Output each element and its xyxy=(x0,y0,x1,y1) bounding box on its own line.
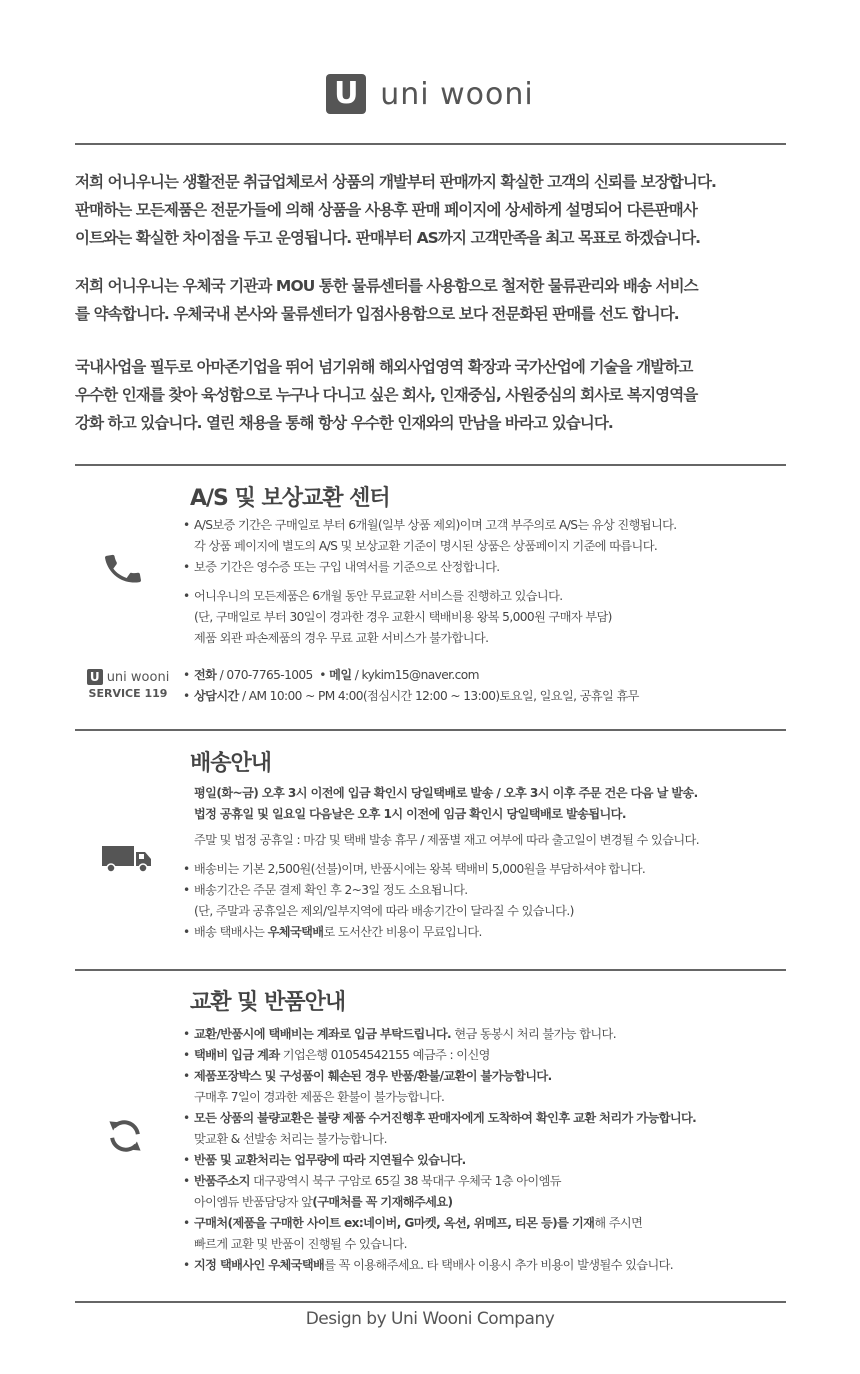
footer-credit: Design by Uni Wooni Company xyxy=(305,1309,555,1329)
hours-text: / AM 10:00 ~ PM 4:00(점심시간 12:00 ~ 13:00)토요일, 일요일, 공휴일 휴무 xyxy=(238,689,639,703)
return-item-text: 빠르게 교환 및 반품이 진행될 수 있습니다. xyxy=(194,1237,407,1251)
intro-line: 강화 하고 있습니다. 열린 채용을 통해 항상 우수한 인재와의 만남을 바라고 있습니다. xyxy=(75,414,613,432)
intro-paragraph-3 xyxy=(75,353,790,437)
shipping-schedule-line: 법정 공휴일 및 일요일 다음날은 오후 1시 이전에 임금 확인시 당일택배로 발송됩니다. xyxy=(194,807,626,821)
return-info-item xyxy=(183,1045,793,1066)
intro-line: 저희 어니우니는 우체국 기관과 MOU 통한 물류센터를 사용함으로 철저한 물류관리와 배송 서비스 xyxy=(75,277,698,295)
intro-line: 를 약속합니다. 우체국내 본사와 물류센터가 입점사용함으로 보다 전문화된 판매를 선도 합니다. xyxy=(75,305,679,323)
return-info-list xyxy=(183,1024,793,1276)
return-item-bold: 반품주소지 xyxy=(194,1174,250,1188)
return-info-item xyxy=(183,1150,793,1171)
divider xyxy=(75,729,786,731)
return-item-bold: 택배비 입금 계좌 xyxy=(194,1048,280,1062)
intro-line: 우수한 인재를 찾아 육성함으로 누구나 다니고 싶은 회사, 인재중심, 사원중심의 회사로 복지영역을 xyxy=(75,386,698,404)
return-item-text: 기업은행 01054542155 예금주 : 이신영 xyxy=(279,1048,490,1062)
shipping-section-title: 배송안내 xyxy=(190,751,272,776)
as-info-item: (단, 구매일로 부터 30일이 경과한 경우 교환시 택배비용 왕복 5,000원 구매자 부담) xyxy=(194,610,612,624)
truck-icon xyxy=(101,843,153,873)
mail-address: / kykim15@naver.com xyxy=(351,668,479,682)
shipping-info-item: • 배송비는 기본 2,500원(선불)이며, 반품시에는 왕복 택배비 5,000원을 부담하셔야 합니다. xyxy=(183,859,793,880)
return-item-bold: 모든 상품의 불량교환은 불량 제품 수거진행후 판매자에게 도착하여 확인후 교환 처리가 가능합니다. xyxy=(194,1111,697,1125)
return-item-bold: (구매처를 꼭 기재해주세요) xyxy=(312,1195,453,1209)
service-label: SERVICE 119 xyxy=(88,687,168,700)
return-item-text: 맞교환 & 선발송 처리는 불가능합니다. xyxy=(194,1132,387,1146)
divider xyxy=(75,143,786,145)
brand-name: uni wooni xyxy=(380,76,534,112)
phone-icon xyxy=(102,548,144,590)
contact-list xyxy=(183,665,793,707)
contact-line: • 전화 / 070-7765-1005 • 메일 / kykim15@naver.com xyxy=(183,665,793,686)
intro-line: 판매하는 모든제품은 전문가들에 의해 상품을 사용후 판매 페이지에 상세하게 설명되어 다른판매사 xyxy=(75,201,697,219)
logo-mark: U xyxy=(326,74,366,114)
as-info-item: 제품 외관 파손제품의 경우 무료 교환 서비스가 불가합니다. xyxy=(194,631,489,645)
as-info-list xyxy=(183,515,793,649)
shipping-schedule-line: 평일(화~금) 오후 3시 이전에 입금 확인시 당일택배로 발송 / 오후 3시 이후 주문 건은 다음 날 발송. xyxy=(194,786,698,800)
return-item-text: 구매후 7일이 경과한 제품은 환불이 불가능합니다. xyxy=(194,1090,445,1104)
intro-paragraph-1 xyxy=(75,168,790,252)
phone-number: / 070-7765-1005 xyxy=(216,668,313,682)
return-item-bold: 교환/반품시에 택배비는 계좌로 입금 부탁드립니다. xyxy=(194,1027,452,1041)
return-info-item xyxy=(183,1129,793,1150)
courier-line: • 배송 택배사는 우체국택배로 도서산간 비용이 무료입니다. xyxy=(183,922,793,943)
intro-line: 이트와는 확실한 차이점을 두고 운영됩니다. 판매부터 AS까지 고객만족을 최고 목표로 하겠습니다. xyxy=(75,229,701,247)
as-info-item: • 보증 기간은 영수증 또는 구입 내역서를 기준으로 산정합니다. xyxy=(183,557,793,578)
divider xyxy=(75,969,786,971)
return-info-item xyxy=(183,1234,793,1255)
as-info-item: • 어니우니의 모든제품은 6개월 동안 무료교환 서비스를 진행하고 있습니다. xyxy=(183,586,793,607)
phone-label: 전화 xyxy=(194,668,217,682)
intro-paragraph-2 xyxy=(75,272,790,328)
as-section-title: A/S 및 보상교환 센터 xyxy=(190,486,390,511)
return-info-item xyxy=(183,1108,793,1129)
hours-label: 상담시간 xyxy=(194,689,239,703)
return-info-item xyxy=(183,1024,793,1045)
return-item-text: 를 꼭 이용해주세요. 타 택배사 이용시 추가 비용이 발생될수 있습니다. xyxy=(324,1258,674,1272)
logo-mark: U xyxy=(87,669,103,685)
return-item-text: 대구광역시 북구 구암로 65길 38 북대구 우체국 1층 아이엠듀 xyxy=(249,1174,561,1188)
divider xyxy=(75,464,786,466)
return-info-item xyxy=(183,1213,793,1234)
return-item-text: 해 주시면 xyxy=(594,1216,643,1230)
shipping-info-list xyxy=(183,783,793,943)
return-item-bold: 구매처(제품을 구매한 사이트 ex:네이버, G마켓, 옥션, 위메프, 티몬 등)를 기재 xyxy=(194,1216,595,1230)
return-item-text: 아이엠듀 반품담당자 앞 xyxy=(194,1195,313,1209)
return-item-bold: 제품포장박스 및 구성품이 훼손된 경우 반품/환불/교환이 불가능합니다. xyxy=(194,1069,552,1083)
mail-label: 메일 xyxy=(329,668,352,682)
shipping-info-item: • 배송기간은 주문 결제 확인 후 2~3일 정도 소요됩니다. xyxy=(183,880,793,901)
return-info-item xyxy=(183,1066,793,1087)
intro-line: 저희 어니우니는 생활전문 취급업체로서 상품의 개발부터 판매까지 확실한 고객의 신뢰를 보장합니다. xyxy=(75,173,717,191)
return-section-title: 교환 및 반품안내 xyxy=(190,990,346,1015)
brand-logo xyxy=(0,74,860,114)
return-item-text: 현금 동봉시 처리 불가능 합니다. xyxy=(451,1027,616,1041)
shipping-info-item: (단, 주말과 공휴일은 제외/일부지역에 따라 배송기간이 달라질 수 있습니다.) xyxy=(194,904,574,918)
return-info-item xyxy=(183,1255,793,1276)
divider xyxy=(75,1301,786,1303)
return-info-item xyxy=(183,1192,793,1213)
shipping-note: 주말 및 법정 공휴일 : 마감 및 택배 발송 휴무 / 제품별 재고 여부에 따라 출고일이 변경될 수 있습니다. xyxy=(194,833,699,847)
refresh-icon xyxy=(103,1114,147,1158)
hours-line xyxy=(183,686,793,707)
return-info-item xyxy=(183,1087,793,1108)
service-119-logo xyxy=(78,669,178,700)
as-info-item: 각 상품 페이지에 별도의 A/S 및 보상교환 기준이 명시된 상품은 상품페이지 기준에 따릅니다. xyxy=(194,539,658,553)
brand-name: uni wooni xyxy=(106,669,170,685)
return-item-bold: 지정 택배사인 우체국택배 xyxy=(194,1258,325,1272)
intro-line: 국내사업을 필두로 아마존기업을 뛰어 넘기위해 해외사업영역 확장과 국가산업에 기술을 개발하고 xyxy=(75,358,693,376)
return-item-bold: 반품 및 교환처리는 업무량에 따라 지연될수 있습니다. xyxy=(194,1153,466,1167)
as-info-item: • A/S보증 기간은 구매일로 부터 6개월(일부 상품 제외)이며 고객 부주의로 A/S는 유상 진행됩니다. xyxy=(183,515,793,536)
return-info-item xyxy=(183,1171,793,1192)
